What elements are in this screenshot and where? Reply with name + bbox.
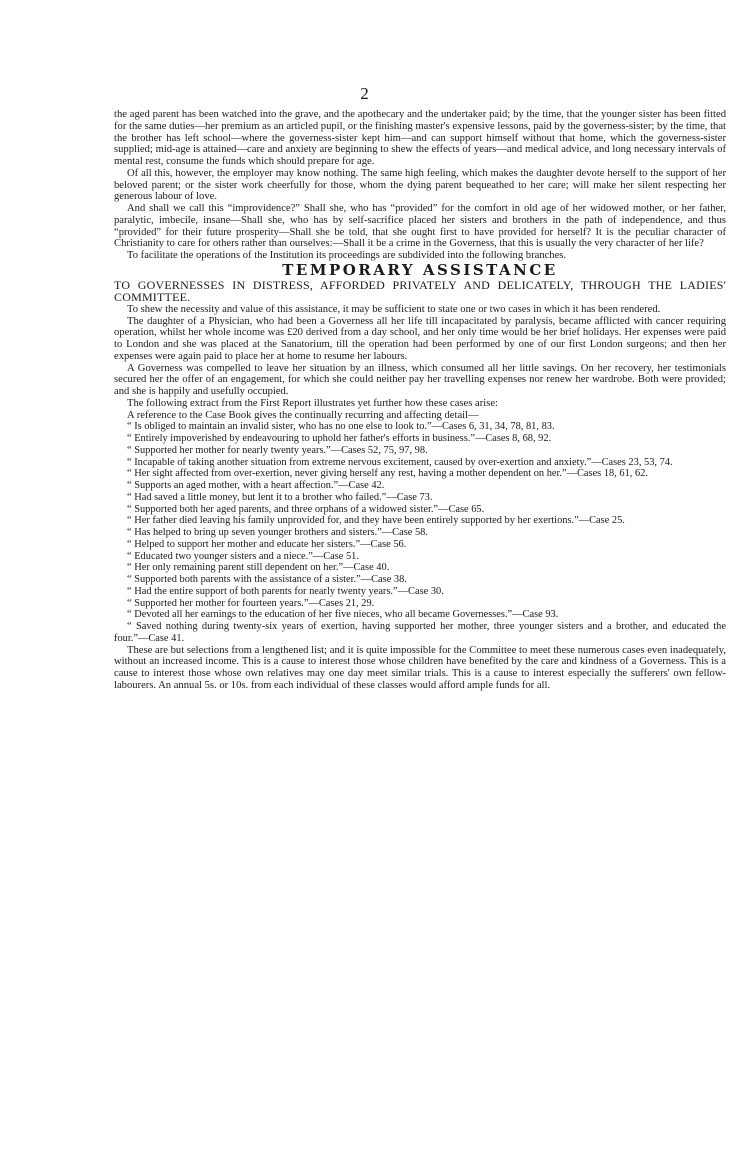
paragraph: the aged parent has been watched into the grave, and the apothecary and the undertaker paid; by the time, that the younger sister has been fitted for the same duties—her premium as an articled pupil, or the finishing master's expensive lessons, paid by the governess-sister; by the time, that the brother has left school—where the governess-sister kept him—and can support himself without that home, which the governess-sister supplied; mid-age is attained—care and anxiety are beginning to shew the effects of years—and medical advice, and long necessary intervals of mental rest, consume the funds which should prepare for age.: [114, 109, 726, 167]
paragraph: And shall we call this “improvidence?” Shall she, who has “provided” for the comfort in old age of her widowed mother, or her father, paralytic, imbecile, insane—Shall she, who has by self-sacrifice placed her sisters and brothers in the path of independence, and thus “provided” for their future prosperity—Shall she be told, that she ought first to have provided for herself? It is the peculiar character of Christianity to care for others rather than ourselves:—Shall it be a crime in the Governess, that this is usually the very character of her life?: [114, 203, 726, 250]
paragraph: To facilitate the operations of the Institution its proceedings are subdivided into the following branches.: [127, 250, 567, 261]
case-quote: “ Supported both parents with the assistance of a sister.”—Case 38.: [127, 574, 407, 585]
case-quote: “ Her only remaining parent still dependent on her.”—Case 40.: [127, 562, 390, 574]
case-quote: “ Supports an aged mother, with a heart affection.”—Case 42.: [127, 480, 385, 491]
case-quote: “ Had saved a little money, but lent it to a brother who failed.”—Case 73.: [127, 491, 433, 503]
case-quote: “ Educated two younger sisters and a niece.”—Case 51.: [127, 550, 359, 562]
section-subheading: TO GOVERNESSES IN DISTRESS, AFFORDED PRIVATELY AND DELICATELY, THROUGH THE LADIES' COMMITTEE.: [114, 277, 726, 305]
paragraph: To shew the necessity and value of this assistance, it may be sufficient to state one or two cases in which it has been rendered.: [127, 303, 661, 315]
paragraph: Of all this, however, the employer may know nothing. The same high feeling, which makes the daughter devote herself to the support of her beloved parent; or the sister work cheerfully for those, whom the dying parent bequeathed to her care; will make her silent respecting her generous labour of love.: [114, 167, 726, 203]
case-quote: “ Her sight affected from over-exertion, never giving herself any rest, having a mother dependent on her.”—Cases 18, 61, 62.: [127, 468, 648, 480]
case-quote: “ Has helped to bring up seven younger brothers and sisters.”—Case 58.: [127, 527, 428, 538]
case-quote: “ Incapable of taking another situation from extreme nervous excitement, caused by over-exertion and anxiety.”—Cases 23, 53, 74.: [127, 456, 673, 468]
paragraph: A Governess was compelled to leave her situation by an illness, which consumed all her little savings. On her recovery, her testimonials secured her the offer of an engagement, for which she could neither pay her travelling expenses nor renew her wardrobe. Both were provided; and she is happily and usefully occupied.: [114, 362, 726, 397]
text-column: [114, 109, 726, 692]
paragraph: The daughter of a Physician, who had been a Governess all her life till incapacitated by paralysis, became afflicted with cancer requiring operation, whilst her whole income was £20 derived from a day school, and her only time would be her brief holidays. Her expenses were paid to London and she was placed at the Sanatorium, till the operation had been performed by one of our first London surgeons; and then her expenses were again paid to place her at home to resume her labours.: [114, 315, 726, 362]
paragraph: The following extract from the First Report illustrates yet further how these cases arise:: [127, 397, 498, 409]
case-quote: “ Is obliged to maintain an invalid sister, who has no one else to look to.”—Cases 6, 31, 34, 78, 81, 83.: [127, 421, 555, 433]
page-number: 2: [360, 84, 369, 103]
case-quote: “ Helped to support her mother and educate her sisters.”—Case 56.: [127, 538, 407, 550]
case-quote: “ Supported her mother for fourteen years.”—Cases 21, 29.: [127, 597, 375, 609]
case-quote: “ Saved nothing during twenty-six years of exertion, having supported her mother, three younger sisters and a brother, and educated the four.”—Case 41.: [114, 621, 726, 644]
section-heading: TEMPORARY ASSISTANCE: [282, 260, 558, 279]
paragraph: A reference to the Case Book gives the continually recurring and affecting detail—: [127, 409, 479, 421]
case-quote: “ Entirely impoverished by endeavouring to uphold her father's efforts in business.”—Cases 8, 68, 92.: [127, 433, 552, 444]
case-quote: “ Supported her mother for nearly twenty years.”—Cases 52, 75, 97, 98.: [127, 444, 428, 456]
case-quote: “ Her father died leaving his family unprovided for, and they have been entirely supported by her exertions.”—Case 25.: [127, 515, 625, 527]
case-quote: “ Supported both her aged parents, and three orphans of a widowed sister.”—Case 65.: [127, 503, 485, 515]
case-quote: “ Devoted all her earnings to the education of her five nieces, who all became Governesses.”—Case 93.: [127, 609, 559, 621]
closing-paragraph: These are but selections from a lengthened list; and it is quite impossible for the Committee to meet these numerous cases even inadequately, without an increased income. This is a cause to interest those whose children have benefited by the care and kindness of a Governess. This is a cause to interest those whose own relatives may one day meet similar trials. This is a cause to interest especially the sufferers' own fellow-labourers. An annual 5s. or 10s. from each individual of these classes would afford ample funds for all.: [114, 644, 726, 691]
case-quote: “ Had the entire support of both parents for nearly twenty years.”—Case 30.: [127, 585, 444, 597]
